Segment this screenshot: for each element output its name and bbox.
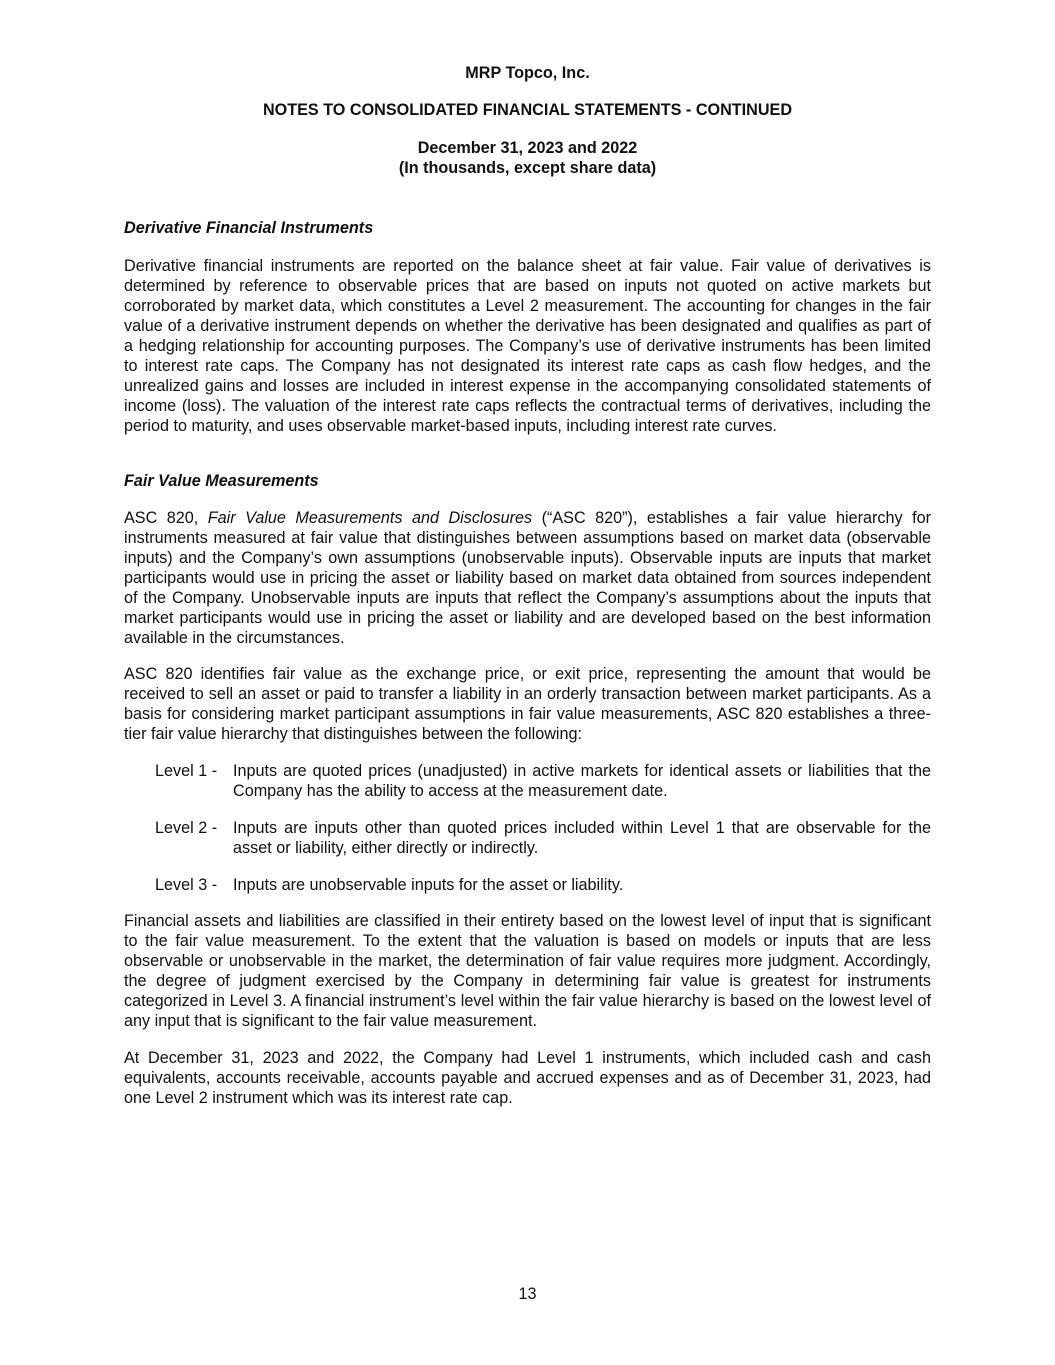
page-number: 13 (518, 1285, 537, 1303)
level-3-label: Level 3 - (155, 876, 218, 894)
fair-value-paragraph-4: At December 31, 2023 and 2022, the Company had Level 1 instruments, which included cash and cash equivalents, accounts receivable, accounts payable and accrued expenses and as of December 31, 2023, had one Level 2 instrument which was its interest rate cap. (124, 1049, 931, 1107)
level-2-label: Level 2 - (155, 819, 218, 837)
company-name: MRP Topco, Inc. (465, 64, 590, 82)
fair-value-heading: Fair Value Measurements (124, 472, 319, 490)
fair-value-paragraph-2: ASC 820 identifies fair value as the exchange price, or exit price, representing the amount that would be received to sell an asset or paid to transfer a liability in an orderly transaction between market participants. As a basis for considering market participant assumptions in fair value measurements, ASC 820 establishes a three-tier fair value hierarchy that distinguishes between the following: (124, 665, 931, 743)
derivatives-paragraph: Derivative financial instruments are reported on the balance sheet at fair value. Fair value of derivatives is determined by reference to observable prices that are based on inputs not quoted on active markets but corroborated by market data, which constitutes a Level 2 measurement. The accounting for changes in the fair value of a derivative instrument depends on whether the derivative has been designated and qualifies as part of a hedging relationship for accounting purposes. The Company’s use of derivative instruments has been limited to interest rate caps. The Company has not designated its interest rate caps as cash flow hedges, and the unrealized gains and losses are included in interest expense in the accompanying consolidated statements of income (loss). The valuation of the interest rate caps reflects the contractual terms of derivatives, including the period to maturity, and uses observable market-based inputs, including interest rate curves. (124, 257, 931, 435)
level-3-text: Inputs are unobservable inputs for the asset or liability. (233, 876, 624, 894)
p1-rest: (“ASC 820”), establishes a fair value hierarchy for instruments measured at fair value that distinguishes between assumptions based on market data (observable inputs) and the Company’s own assumptions (unobservable inputs). Observable inputs are inputs that market participants would use in pricing the asset or liability based on market data obtained from sources independent of the Company. Unobservable inputs are inputs that reflect the Company’s assumptions about the inputs that market participants would use in pricing the asset or liability and are developed based on the best information available in the circumstances. (124, 509, 931, 647)
p1-italic-title: Fair Value Measurements and Disclosures (207, 509, 533, 527)
level-1-label: Level 1 - (155, 762, 218, 780)
level-1-text: Inputs are quoted prices (unadjusted) in active markets for identical assets or liabilities that the Company has the ability to access at the measurement date. (233, 762, 931, 800)
derivatives-heading: Derivative Financial Instruments (124, 219, 374, 237)
p1-lead: ASC 820, (124, 509, 208, 527)
notes-title: NOTES TO CONSOLIDATED FINANCIAL STATEMENTS - CONTINUED (262, 101, 793, 119)
fair-value-paragraph-1 (124, 508, 931, 648)
fair-value-paragraph-3: Financial assets and liabilities are classified in their entirety based on the lowest level of input that is significant to the fair value measurement. To the extent that the valuation is based on models or inputs that are less observable or unobservable in the market, the determination of fair value requires more judgment. Accordingly, the degree of judgment exercised by the Company in determining fair value is greatest for instruments categorized in Level 3. A financial instrument’s level within the fair value hierarchy is based on the lowest level of any input that is significant to the fair value measurement. (124, 912, 931, 1030)
period-line: December 31, 2023 and 2022 (417, 139, 638, 157)
level-2-text: Inputs are inputs other than quoted prices included within Level 1 that are observable for the asset or liability, either directly or indirectly. (233, 819, 931, 857)
units-line: (In thousands, except share data) (398, 159, 657, 177)
